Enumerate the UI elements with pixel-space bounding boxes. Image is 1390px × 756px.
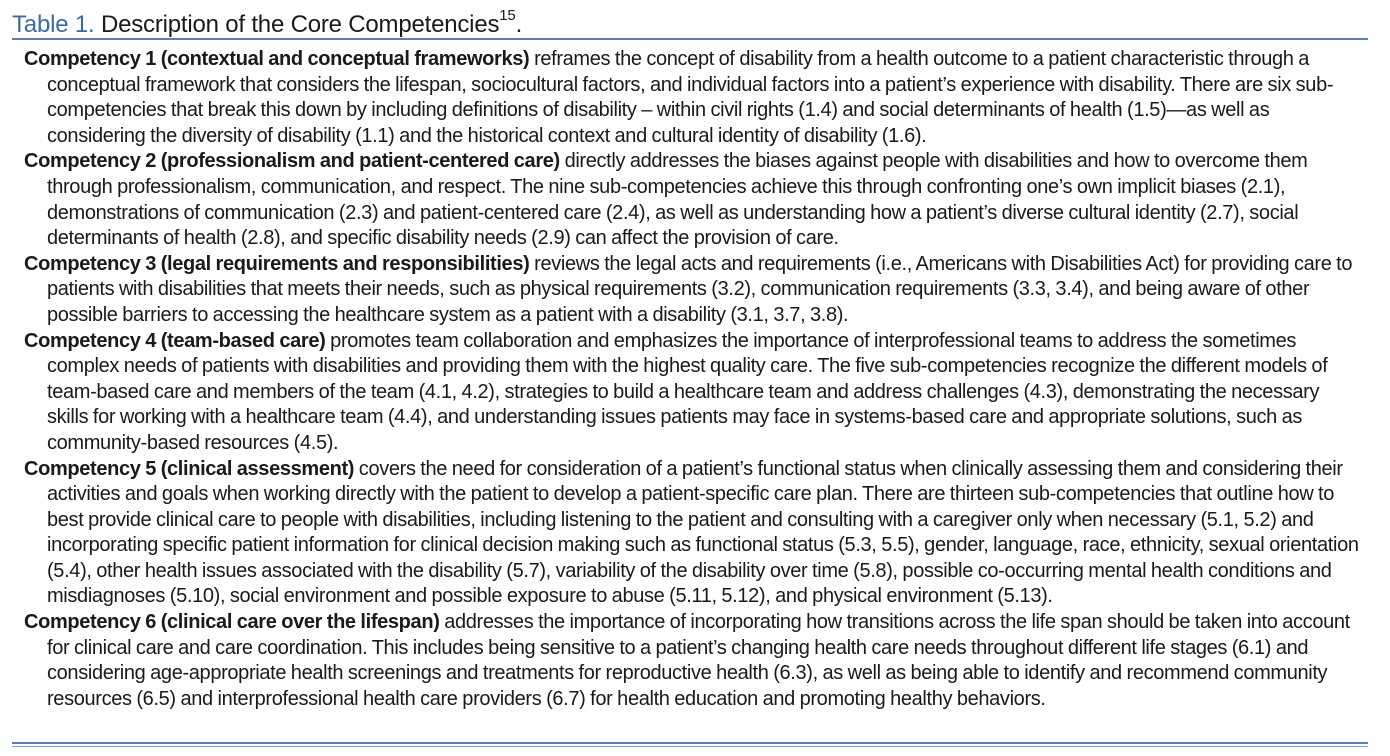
competency-description: directly addresses the biases against people with disabilities and how to overcome them through professionalism, communication, and respect. The nine sub-competencies achieve this through confronting one’s own implicit biases (2.1), demonstrations of communication (2.3) and patient-centered care (2.4), as well as understanding how a patient’s diverse cultural identity (2.7), social determinants of health (2.8), and specific disability needs (2.9) can affect the provision of care. <box>47 150 1308 250</box>
competency-description: reviews the legal acts and requirements (i.e., Americans with Disabilities Act) for providing care to patients with disabilities that meets their needs, such as physical requirements (3.2), communication requirements (3.3, 3.4), and being aware of other possible barriers to accessing the healthcare system as a patient with a disability (3.1, 3.7, 3.8). <box>47 252 1353 326</box>
table-caption <box>12 4 522 40</box>
competency-entry-4 <box>24 329 1364 457</box>
competency-heading: Competency 3 (legal requirements and responsibilities) <box>24 252 530 275</box>
table-label: Table 1. <box>12 11 95 38</box>
caption-period: . <box>515 11 523 38</box>
competency-entry-2 <box>24 149 1364 251</box>
competency-heading: Competency 2 (professionalism and patient-centered care) <box>24 150 560 173</box>
reference-superscript: 15 <box>499 7 516 24</box>
table-top-rule <box>12 38 1368 40</box>
competency-list <box>24 47 1364 712</box>
competency-description: covers the need for consideration of a patient’s functional status when clinically assessing them and considering their activities and goals when working directly with the patient to develop a patient-specific care plan. There are thirteen sub-competencies that outline how to best provide clinical care to people with disabilities, including listening to the patient and consulting with a caregiver only when necessary (5.1, 5.2) and incorporating specific patient information for clinical decision making such as functional status (5.3, 5.5), gender, language, race, ethnicity, sexual orientation (5.4), other health issues associated with the disability (5.7), variability of the disability over time (5.8), possible co-occurring mental health conditions and misdiagnoses (5.10), social environment and possible exposure to abuse (5.11, 5.12), and physical environment (5.13). <box>47 457 1359 608</box>
table-title: Description of the Core Competencies <box>100 11 500 38</box>
competency-description: promotes team collaboration and emphasizes the importance of interprofessional teams to address the sometimes complex needs of patients with disabilities and providing them with the highest quality care. The five sub-competencies recognize the different models of team-based care and members of the team (4.1, 4.2), strategies to build a healthcare team and address challenges (4.3), demonstrating the necessary skills for working with a healthcare team (4.4), and understanding issues patients may face in systems-based care and appropriate solutions, such as community-based resources (4.5). <box>47 329 1328 454</box>
competency-description: addresses the importance of incorporating how transitions across the life span should be taken into account for clinical care and care coordination. This includes being sensitive to a patient’s changing health care needs throughout different life stages (6.1) and considering age-appropriate health screenings and treatments for reproductive health (6.3), as well as being able to identify and recommend community resources (6.5) and interprofessional health care providers (6.7) for health education and promoting healthy behaviors. <box>47 611 1350 710</box>
competency-description: reframes the concept of disability from a health outcome to a patient characteristic through a conceptual framework that considers the lifespan, sociocultural factors, and individual factors into a patient’s experience with disability. There are six sub-competencies that break this down by including definitions of disability – within civil rights (1.4) and social determinants of health (1.5)—as well as considering the diversity of disability (1.1) and the historical context and cultural identity of disability (1.6). <box>47 48 1334 147</box>
competency-entry-5 <box>24 457 1364 611</box>
table-bottom-rule-secondary <box>12 746 1368 747</box>
competency-heading: Competency 4 (team-based care) <box>24 329 326 352</box>
table-bottom-rule <box>12 742 1368 744</box>
competency-heading: Competency 6 (clinical care over the lifespan) <box>24 611 440 634</box>
competency-entry-1 <box>24 47 1364 149</box>
competency-entry-6 <box>24 610 1364 712</box>
competency-entry-3 <box>24 252 1364 329</box>
competency-heading: Competency 1 (contextual and conceptual frameworks) <box>24 48 530 70</box>
competency-heading: Competency 5 (clinical assessment) <box>24 457 355 480</box>
